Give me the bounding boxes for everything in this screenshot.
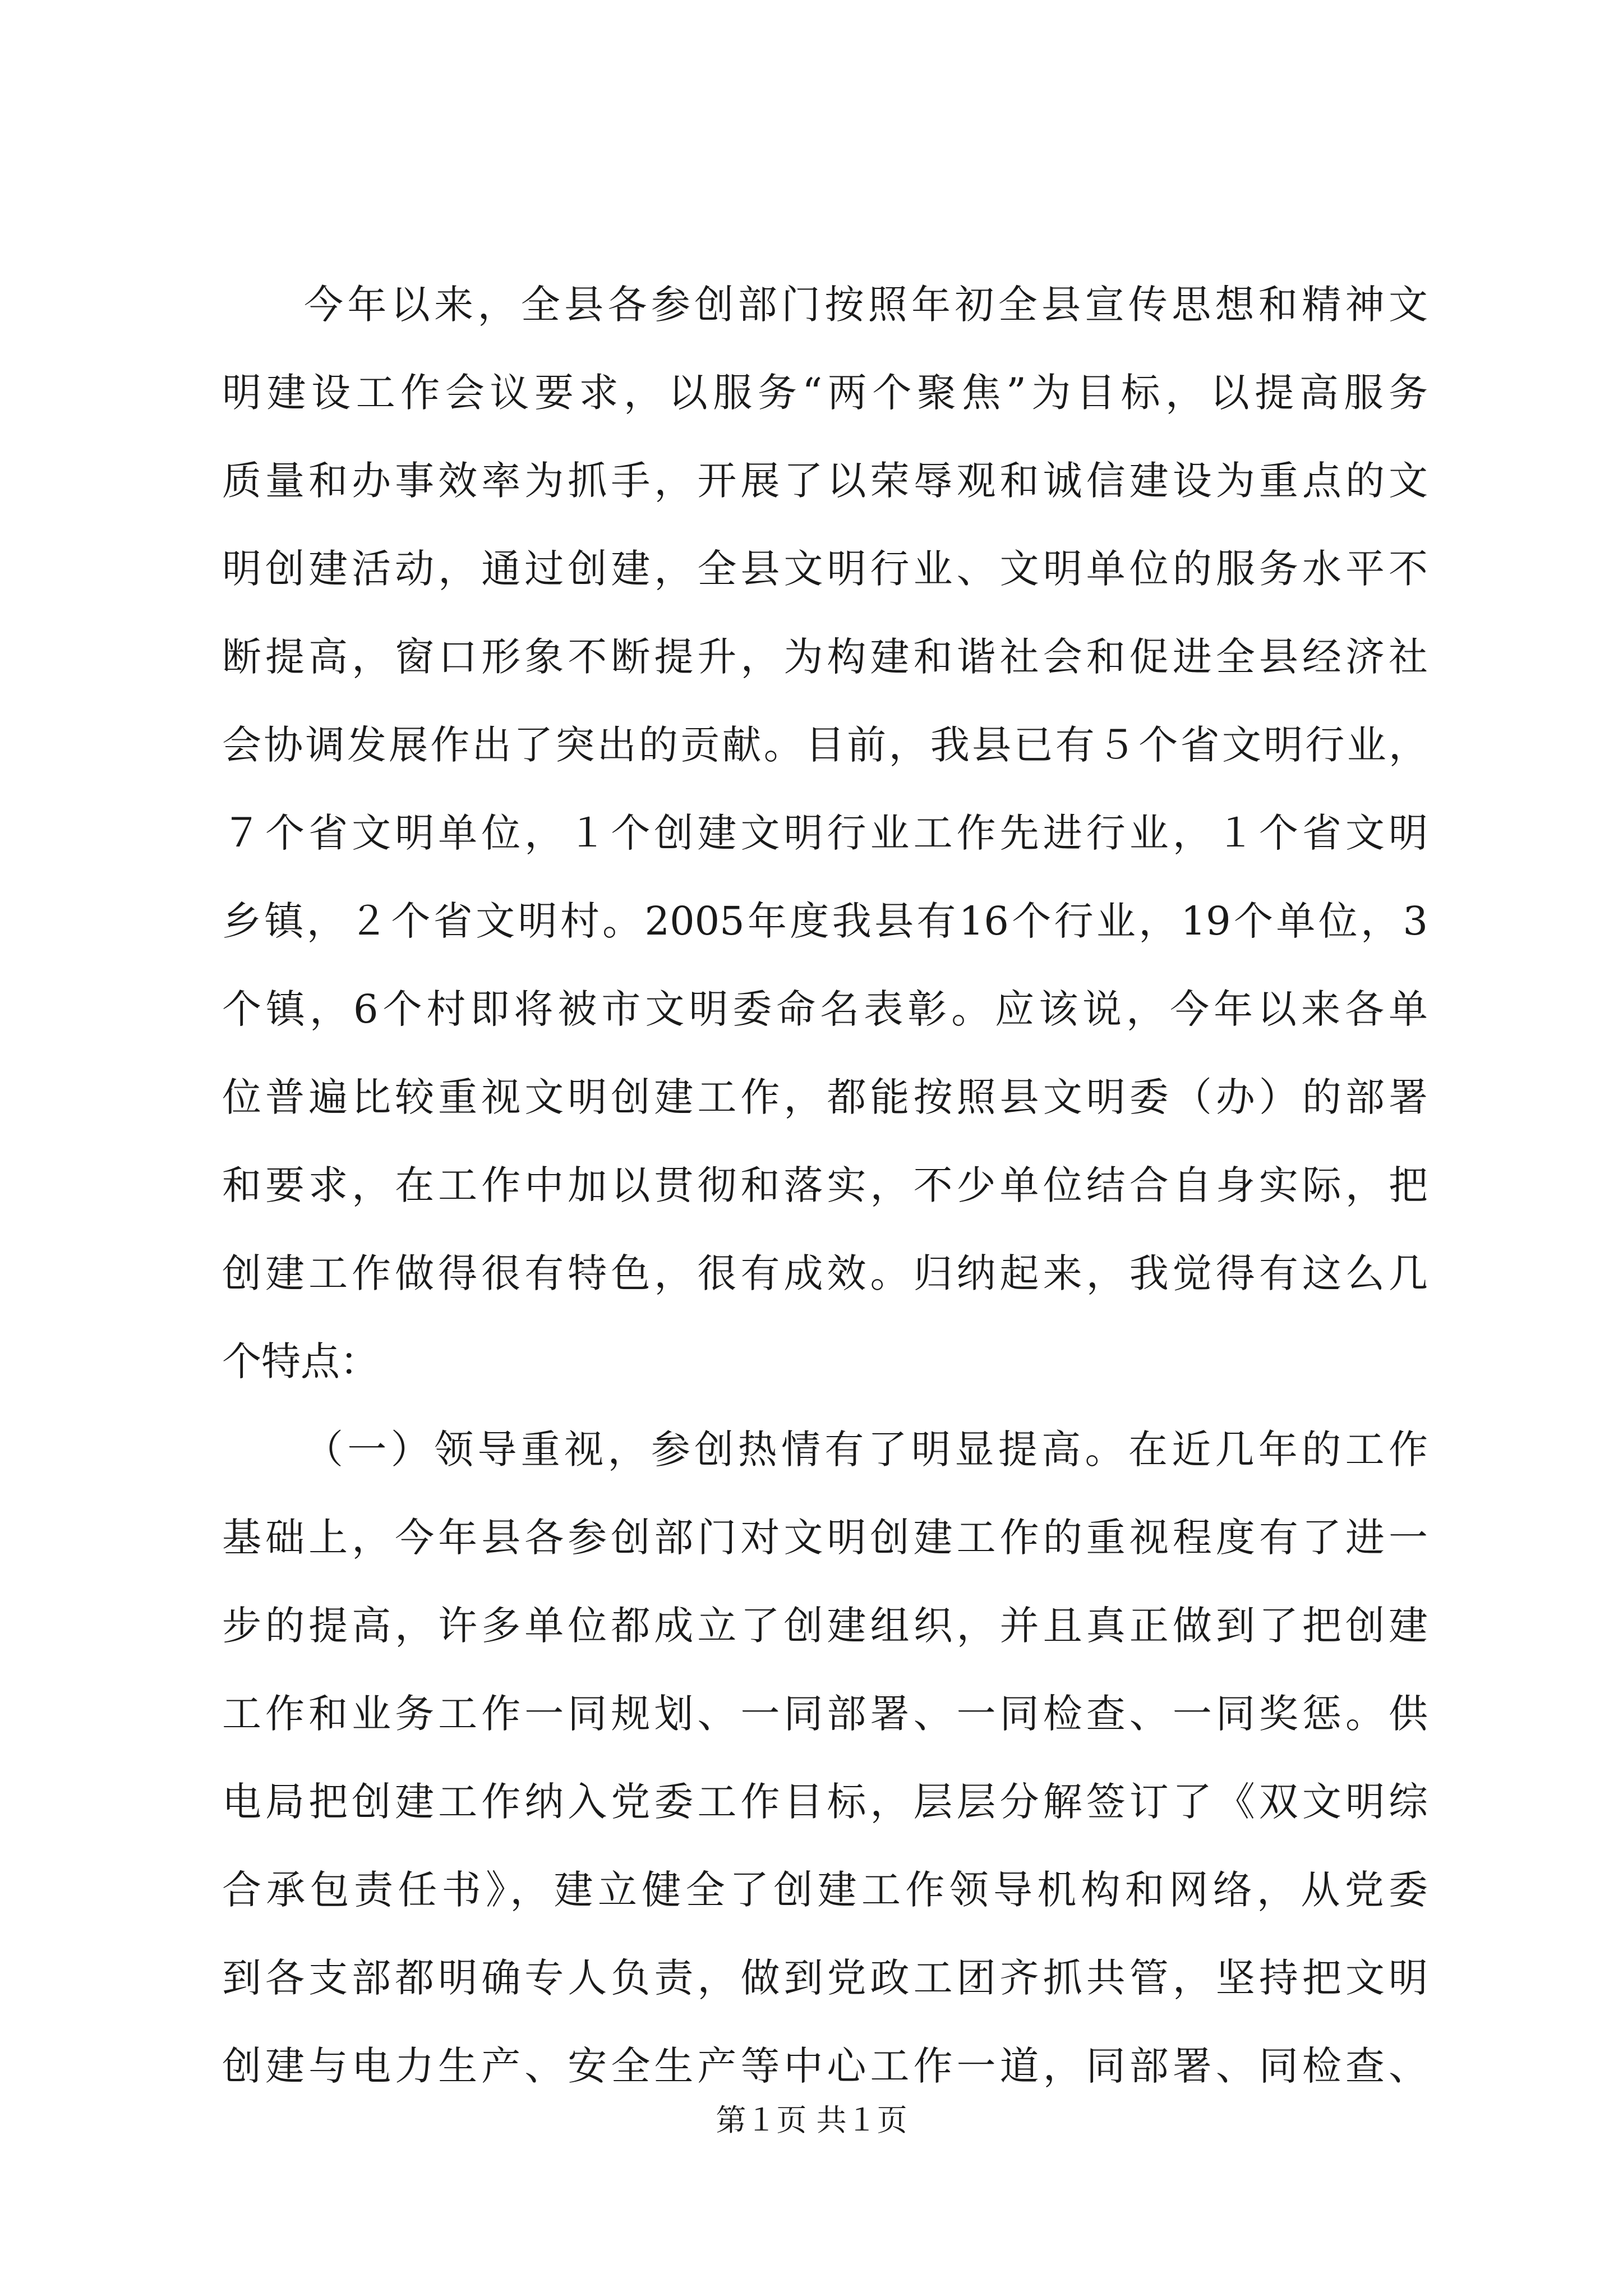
paragraph-2-line-1: （一）领导重视，参创热情有了明显提高。在近几年的工作 <box>304 1427 1428 1473</box>
paragraph-1-line-4: 明创建活动，通过创建，全县文明行业、文明单位的服务水平不 <box>222 546 1428 592</box>
paragraph-1-line-3: 质量和办事效率为抓手，开展了以荣辱观和诚信建设为重点的文 <box>222 458 1428 504</box>
paragraph-2-line-5: 电局把创建工作纳入党委工作目标，层层分解签订了《双文明综 <box>222 1779 1428 1825</box>
document-body <box>222 261 1428 2110</box>
paragraph-1-line-11: 和要求，在工作中加以贯彻和落实，不少单位结合自身实际，把 <box>222 1162 1428 1208</box>
paragraph-1-line-9: 个镇，6个村即将被市文明委命名表彰。应该说，今年以来各单 <box>222 986 1428 1032</box>
paragraph-1-line-10: 位普遍比较重视文明创建工作，都能按照县文明委（办）的部署 <box>222 1074 1428 1120</box>
paragraph-1-line-1: 今年以来，全县各参创部门按照年初全县宣传思想和精神文 <box>304 282 1428 328</box>
paragraph-2-line-7: 到各支部都明确专人负责，做到党政工团齐抓共管，坚持把文明 <box>222 1955 1428 2001</box>
paragraph-1-line-7: ７个省文明单位，１个创建文明行业工作先进行业，１个省文明 <box>222 810 1428 856</box>
paragraph-2-line-6: 合承包责任书》，建立健全了创建工作领导机构和网络，从党委 <box>222 1867 1428 1913</box>
paragraph-2-line-2: 基础上，今年县各参创部门对文明创建工作的重视程度有了进一 <box>222 1515 1428 1561</box>
paragraph-1-line-2: 明建设工作会议要求，以服务“两个聚焦”为目标，以提高服务 <box>222 370 1428 416</box>
paragraph-2-line-3: 步的提高，许多单位都成立了创建组织，并且真正做到了把创建 <box>222 1603 1428 1649</box>
page-number-footer: 第１页 共１页 <box>716 2102 907 2138</box>
paragraph-1-line-6: 会协调发展作出了突出的贡献。目前，我县已有５个省文明行业， <box>222 722 1428 768</box>
paragraph-1-line-12: 创建工作做得很有特色，很有成效。归纳起来，我觉得有这么几 <box>222 1250 1428 1296</box>
paragraph-1-line-5: 断提高，窗口形象不断提升，为构建和谐社会和促进全县经济社 <box>222 634 1428 680</box>
paragraph-2-line-4: 工作和业务工作一同规划、一同部署、一同检查、一同奖惩。供 <box>222 1691 1428 1737</box>
paragraph-2-line-8: 创建与电力生产、安全生产等中心工作一道，同部署、同检查、 <box>222 2043 1428 2089</box>
paragraph-1-line-8: 乡镇，２个省文明村。2005年度我县有16个行业，19个单位，3 <box>222 898 1428 944</box>
paragraph-1-line-13: 个特点： <box>222 1338 379 1384</box>
